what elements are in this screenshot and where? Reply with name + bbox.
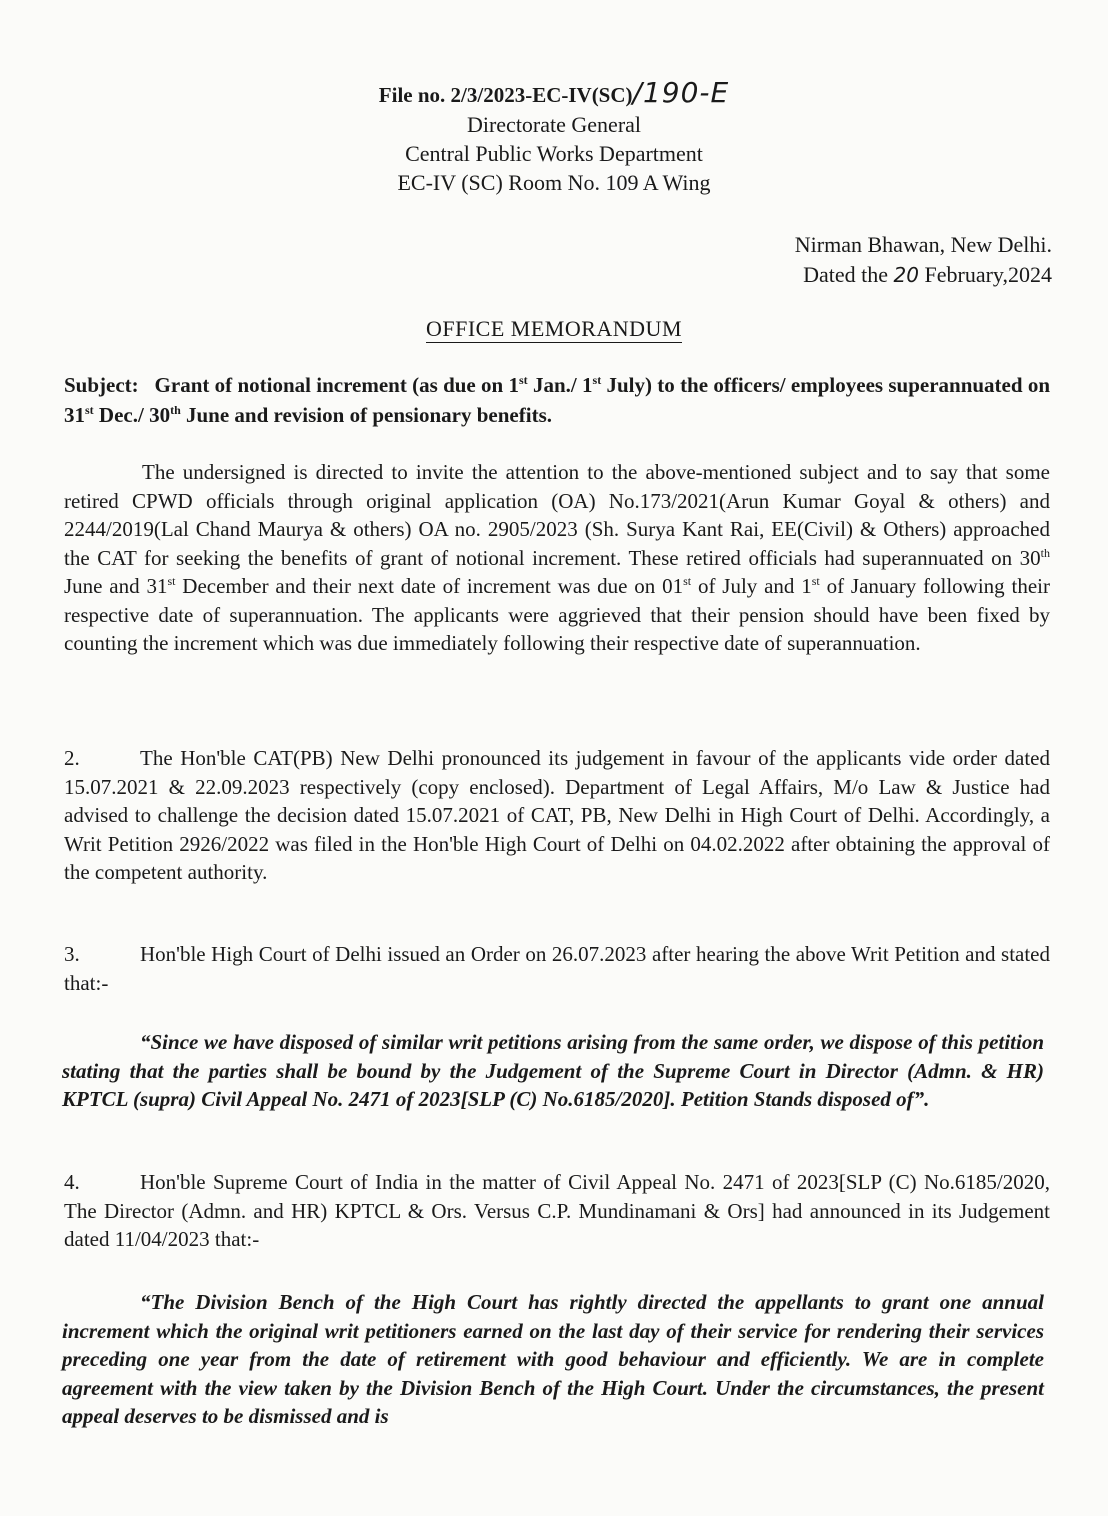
- paragraph-1: [64, 458, 1050, 658]
- paragraph-text: Hon'ble High Court of Delhi issued an Order on 26.07.2023 after hearing the above Writ Petition and stated that:-: [64, 942, 1050, 995]
- paragraph-number: 4.: [64, 1170, 80, 1194]
- memo-title: [0, 316, 1108, 342]
- paragraph-text: The undersigned is directed to invite the attention to the above-mentioned subject and to say that some retired CPWD officials through original application (OA) No.173/2021(Arun Kumar Goyal & others) and 2244/2019(Lal Chand Maurya & others) OA no. 2905/2023 (Sh. Surya Kant Rai, EE(Civil) & Others) approached the CAT for seeking the benefits of grant of notional increment. These retired officials had superannuated on 30: [64, 460, 1050, 570]
- superscript: st: [519, 373, 528, 387]
- superscript: th: [170, 403, 181, 417]
- paragraph-text: of January following their respective date of superannuation. The applicants were aggrieved that their pension should have been fixed by counting the increment which was due immediately following their respective date of superannuation.: [64, 574, 1050, 655]
- paragraph-text: December and their next date of increment was due on 01: [175, 574, 684, 598]
- subject-text: Dec./ 30: [93, 403, 171, 427]
- subject-text: Grant of notional increment (as due on 1: [154, 373, 520, 397]
- location: Nirman Bhawan, New Delhi.: [794, 232, 1052, 257]
- subject-text: July) to the officers/ employees superannuated on 31: [64, 373, 1051, 427]
- subject-text: Jan./ 1: [527, 373, 593, 397]
- file-number: [0, 78, 1108, 110]
- handwritten-day: 20: [893, 263, 919, 287]
- paragraph-4: [64, 1168, 1050, 1254]
- paragraph-number: 2.: [64, 746, 80, 770]
- subject-text: June and revision of pensionary benefits.: [180, 403, 552, 427]
- superscript: th: [1040, 545, 1050, 560]
- superscript: st: [167, 574, 176, 588]
- subject: [64, 370, 1050, 430]
- superscript: st: [592, 373, 602, 387]
- superscript: st: [683, 574, 692, 588]
- file-number-text: File no. 2/3/2023-EC-IV(SC): [378, 83, 633, 107]
- paragraph-number: 3.: [64, 942, 80, 966]
- directorate-line: Directorate General: [466, 112, 642, 137]
- memo-title-text: OFFICE MEMORANDUM: [425, 316, 683, 341]
- place-and-date: [795, 230, 1052, 290]
- quote-text: “The Division Bench of the High Court has rightly directed the appellants to grant one annual increment which the original writ petitioners earned on the last day of their service for rendering their services preceding one year from the date of retirement with good behaviour and efficiently. We are in complete agreement with the view taken by the Division Bench of the High Court. Under the circumstances, the present appeal deserves to be dismissed and is: [62, 1290, 1044, 1428]
- superscript: st: [811, 574, 820, 588]
- paragraph-text: Hon'ble Supreme Court of India in the matter of Civil Appeal No. 2471 of 2023[SLP (C) No.6185/2020, The Director (Admn. and HR) KPTCL & Ors. Versus C.P. Mundinamani & Ors] had announced in its Judgement dated 11/04/2023 that:-: [64, 1170, 1050, 1251]
- paragraph-3: [64, 940, 1050, 997]
- date-line: [795, 260, 1052, 290]
- handwritten-file-suffix: /190-E: [632, 76, 730, 109]
- department-line: Central Public Works Department: [405, 141, 703, 166]
- quote-high-court: [62, 1028, 1044, 1114]
- dated-prefix: Dated the: [803, 262, 889, 287]
- room-line: EC-IV (SC) Room No. 109 A Wing: [397, 170, 711, 195]
- superscript: st: [85, 403, 94, 417]
- subject-label: Subject:: [64, 373, 139, 397]
- paragraph-text: of July and 1: [691, 574, 812, 598]
- paragraph-text: The Hon'ble CAT(PB) New Delhi pronounced its judgement in favour of the applicants vide order dated 15.07.2021 & 22.09.2023 respectively (copy enclosed). Department of Legal Affairs, M/o Law & Justice had advised to challenge the decision dated 15.07.2021 of CAT, PB, New Delhi in High Court of Delhi. Accordingly, a Writ Petition 2926/2022 was filed in the Hon'ble High Court of Delhi on 04.02.2022 after obtaining the approval of the competent authority.: [64, 746, 1050, 884]
- dated-suffix: February,2024: [924, 262, 1052, 287]
- letterhead: [0, 78, 1108, 197]
- paragraph-2: [64, 744, 1050, 887]
- paragraph-text: June and 31: [64, 574, 168, 598]
- quote-supreme-court: [62, 1288, 1044, 1431]
- quote-text: “Since we have disposed of similar writ petitions arising from the same order, we dispose of this petition stating that the parties shall be bound by the Judgement of the Supreme Court in Director (Admn. & HR) KPTCL (supra) Civil Appeal No. 2471 of 2023[SLP (C) No.6185/2020]. Petition Stands disposed of”.: [62, 1030, 1044, 1111]
